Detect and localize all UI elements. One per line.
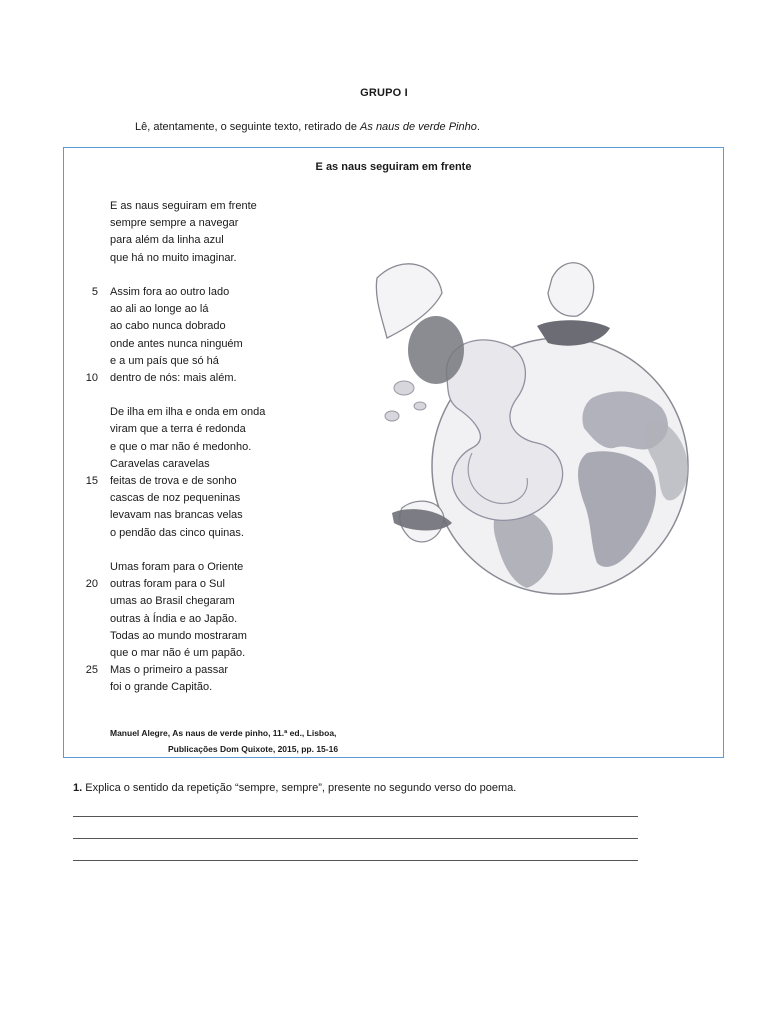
poem-box — [63, 147, 724, 758]
caravel-hull-left-shape — [408, 316, 464, 384]
verse-text: onde antes nunca ninguém — [110, 337, 243, 350]
verse-number: 15 — [85, 475, 98, 487]
stanza-gap — [110, 387, 350, 404]
verse-text: para além da linha azul — [110, 234, 224, 247]
intro-text — [135, 121, 480, 133]
poem-verse — [110, 421, 350, 438]
verse-text: Caravelas caravelas — [110, 457, 210, 470]
poem-verse — [110, 439, 350, 456]
verse-text: foi o grande Capitão. — [110, 681, 213, 694]
poem-verse — [110, 353, 350, 370]
verse-text: cascas de noz pequeninas — [110, 492, 241, 505]
verse-text: e a um país que só há — [110, 354, 219, 367]
poem-verse — [110, 215, 350, 232]
globe-caravel-illustration — [352, 238, 712, 618]
intro-suffix: . — [476, 121, 480, 133]
poem-verse — [91, 284, 350, 301]
island-shape — [385, 411, 399, 421]
poem-verse — [110, 336, 350, 353]
poem-verse — [110, 559, 350, 576]
verse-text: e que o mar não é medonho. — [110, 440, 252, 453]
question-text: Explica o sentido da repetição “sempre, sempre”, presente no segundo verso do poema. — [82, 782, 517, 794]
poem-verse — [110, 507, 350, 524]
question-1 — [73, 782, 516, 794]
caravel-hull-right-shape — [537, 320, 610, 345]
answer-line-3[interactable] — [73, 860, 638, 861]
poem-verse — [110, 456, 350, 473]
poem-verses — [85, 198, 350, 696]
intro-prefix: Lê, atentamente, o seguinte texto, retirado de — [135, 121, 361, 133]
poem-verse — [110, 525, 350, 542]
verse-number: 5 — [91, 285, 98, 298]
verse-text: E as naus seguiram em frente — [110, 200, 257, 212]
stanza-gap — [110, 267, 350, 284]
verse-text: que há no muito imaginar. — [110, 251, 237, 264]
poem-verse — [110, 645, 350, 662]
poem-verse — [110, 593, 350, 610]
poem-verse — [85, 576, 350, 593]
poem-verse — [110, 628, 350, 645]
island-shape — [394, 381, 414, 395]
verse-text: o pendão das cinco quinas. — [110, 526, 244, 539]
verse-text: Mas o primeiro a passar — [110, 664, 228, 677]
verse-text: Umas foram para o Oriente — [110, 560, 244, 573]
poem-verse — [110, 490, 350, 507]
poem-title: E as naus seguiram em frente — [315, 161, 472, 173]
poem-verse — [110, 404, 350, 421]
verse-text: umas ao Brasil chegaram — [110, 595, 235, 608]
verse-text: ao ali ao longe ao lá — [110, 303, 209, 316]
verse-text: ao cabo nunca dobrado — [110, 320, 226, 333]
verse-text: que o mar não é um papão. — [110, 646, 246, 659]
citation — [110, 725, 338, 757]
poem-verse — [110, 318, 350, 335]
citation-line-2: Publicações Dom Quixote, 2015, pp. 15-16 — [168, 744, 339, 754]
verse-text: viram que a terra é redonda — [110, 423, 246, 436]
poem-verse — [110, 679, 350, 696]
verse-text: sempre sempre a navegar — [110, 217, 239, 230]
verse-text: Assim fora ao outro lado — [110, 285, 230, 298]
poem-verse — [85, 662, 350, 679]
verse-number: 20 — [85, 578, 98, 591]
intro-book-title: As naus de verde Pinho — [360, 121, 477, 133]
verse-text: outras à Índia e ao Japão. — [110, 612, 238, 625]
verse-text: feitas de trova e de sonho — [110, 475, 237, 487]
citation-line-1: Manuel Alegre, As naus de verde pinho, 11.ª ed., Lisboa, — [110, 728, 337, 738]
poem-verse — [110, 198, 350, 215]
poem-verse — [110, 250, 350, 267]
verse-text: De ilha em ilha e onda em onda — [110, 406, 266, 419]
poem-verse — [110, 611, 350, 628]
verse-text: outras foram para o Sul — [110, 578, 225, 591]
island-shape — [414, 402, 426, 410]
verse-text: dentro de nós: mais além. — [110, 371, 237, 384]
question-number: 1. — [73, 782, 83, 794]
verse-number: 10 — [85, 371, 98, 384]
caravel-sail-right-shape — [548, 263, 594, 317]
poem-verse — [110, 301, 350, 318]
verse-number: 25 — [85, 664, 98, 677]
poem-verse — [85, 370, 350, 387]
answer-line-1[interactable] — [73, 816, 638, 817]
verse-text: levavam nas brancas velas — [110, 509, 243, 522]
stanza-gap — [110, 542, 350, 559]
group-title: GRUPO I — [360, 87, 408, 99]
answer-line-2[interactable] — [73, 838, 638, 839]
poem-verse — [85, 473, 350, 490]
verse-text: Todas ao mundo mostraram — [110, 629, 247, 642]
poem-verse — [110, 232, 350, 249]
